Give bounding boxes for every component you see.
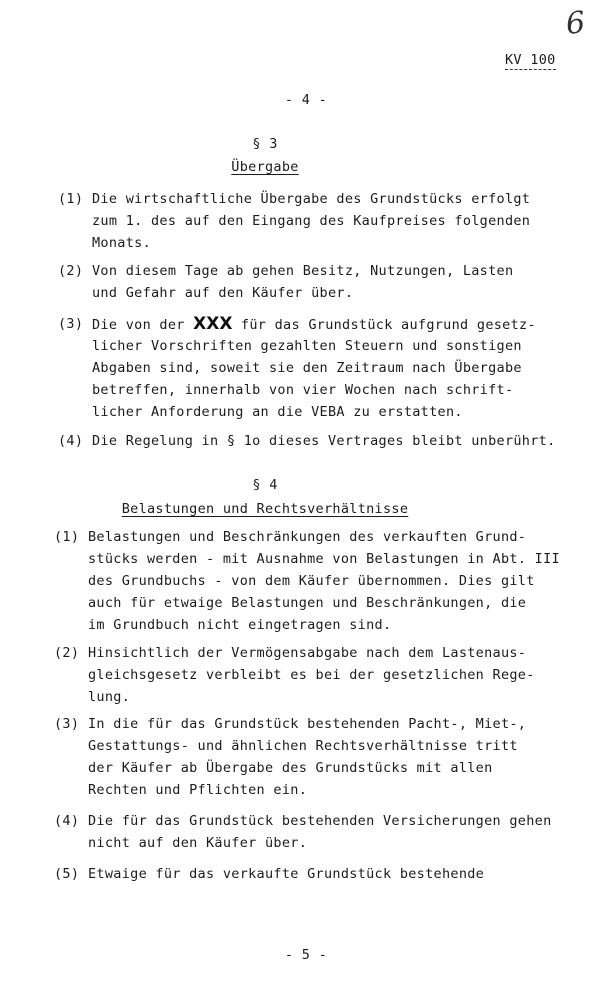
text-line: Hinsichtlich der Vermögensabgabe nach dem Lastenaus- [88,645,527,661]
section-3-mark: § 3 [252,136,278,152]
paragraph-number: (4) [54,813,80,829]
page-number-top: - 4 - [284,92,328,108]
text-line: Gestattungs- und ähnlichen Rechtsverhältnisse tritt [88,738,518,754]
text-line: zum 1. des auf den Eingang des Kaufpreises folgenden [92,213,531,229]
text-line [92,313,536,335]
paragraph-number: (1) [54,529,80,545]
redaction-mark: XXX [193,314,233,334]
paragraph-number: (2) [54,645,80,661]
text-line: im Grundbuch nicht eingetragen sind. [88,617,392,633]
text-line: nicht auf den Käufer über. [88,835,308,851]
text-line: Die für das Grundstück bestehenden Versicherungen gehen [88,813,552,829]
text-line: Von diesem Tage ab gehen Besitz, Nutzungen, Lasten [92,263,514,279]
text-line: Die Regelung in § 1o dieses Vertrages bleibt unberührt. [92,433,556,449]
text-line: Etwaige für das verkaufte Grundstück bestehende [88,866,485,882]
text-fragment: für das Grundstück aufgrund gesetz- [240,317,536,333]
page-number-bottom: - 5 - [284,947,328,963]
text-line: Die wirtschaftliche Übergabe des Grundstücks erfolgt [92,191,531,207]
text-line: gleichsgesetz verbleibt es bei der gesetzlichen Rege- [88,667,535,683]
text-line: der Käufer ab Übergabe des Grundstücks mit allen [88,760,493,776]
text-line: licher Vorschriften gezahlten Steuern und sonstigen [92,338,522,354]
text-fragment: Die von der [92,317,185,333]
text-line: lung. [88,689,131,705]
text-line: In die für das Grundstück bestehenden Pacht-, Miet-, [88,716,527,732]
text-line: Rechten und Pflichten ein. [88,782,308,798]
text-line: auch für etwaige Belastungen und Beschränkungen, die [88,595,527,611]
text-line: Monats. [92,235,151,251]
text-line: des Grundbuchs - von dem Käufer übernommen. Dies gilt [88,573,535,589]
paragraph-number: (2) [58,263,84,279]
section-3-title: Übergabe [231,159,299,175]
text-line: und Gefahr auf den Käufer über. [92,285,354,301]
section-4-mark: § 4 [252,477,278,493]
paragraph-number: (3) [54,716,80,732]
text-line: betreffen, innerhalb von vier Wochen nach schrift- [92,382,514,398]
document-reference: KV 100 [505,52,556,68]
paragraph-number: (5) [54,866,80,882]
paragraph-number: (1) [58,191,84,207]
text-line: stücks werden - mit Ausnahme von Belastungen in Abt. III [88,551,560,567]
section-4-title: Belastungen und Rechtsverhältnisse [121,501,409,517]
paragraph-number: (3) [58,316,84,332]
text-line: Belastungen und Beschränkungen des verkauften Grund- [88,529,527,545]
handwritten-page-number: 6 [564,5,587,42]
text-line: licher Anforderung an die VEBA zu erstatten. [92,404,463,420]
paragraph-number: (4) [58,433,84,449]
text-line: Abgaben sind, soweit sie den Zeitraum nach Übergabe [92,360,522,376]
